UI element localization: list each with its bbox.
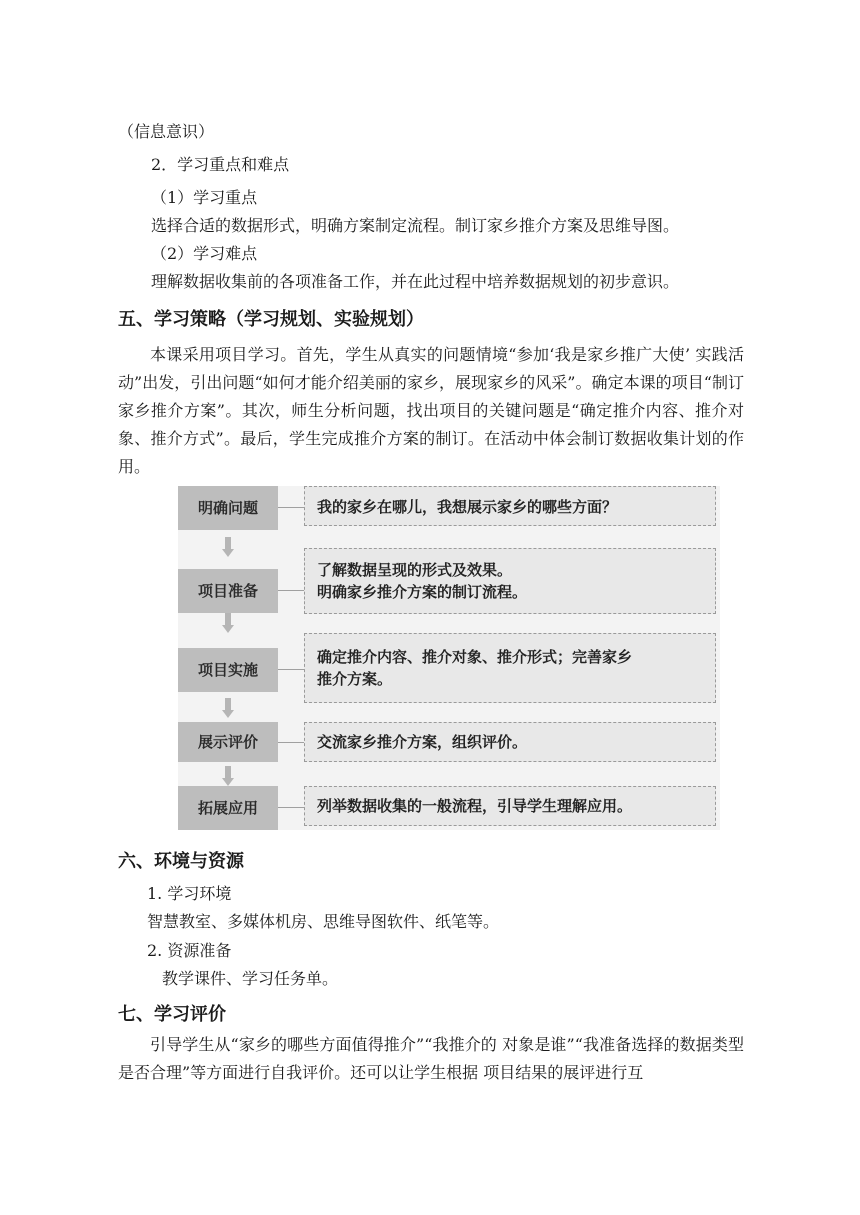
subsection-title-key-difficult: 2．学习重点和难点	[151, 155, 290, 174]
flow-step-description: 了解数据呈现的形式及效果。 明确家乡推介方案的制订流程。	[304, 548, 716, 614]
section-heading-environment: 六、环境与资源	[118, 851, 244, 872]
flow-step-project-prep	[178, 563, 720, 619]
flow-step-description: 交流家乡推介方案，组织评价。	[304, 722, 716, 762]
project-flow-diagram	[178, 486, 720, 830]
down-arrow-icon	[222, 613, 234, 635]
down-arrow-icon	[222, 766, 234, 788]
flow-step-label: 项目实施	[178, 648, 278, 692]
flow-step-label: 项目准备	[178, 569, 278, 613]
flow-step-description: 确定推介内容、推介对象、推介形式；完善家乡 推介方案。	[304, 633, 716, 703]
section-heading-strategy: 五、学习策略（学习规划、实验规划）	[118, 309, 424, 330]
info-awareness-note: （信息意识）	[118, 122, 215, 141]
down-arrow-icon	[222, 698, 234, 720]
strategy-paragraph: 本课采用项目学习。首先，学生从真实的问题情境“参加‘我是家乡推广大使’ 实践活动”出发，引出问题“如何才能介绍美丽的家乡，展现家乡的风采”。确定本课的项目“制订家乡推介方案”。其次，师生分析问题，找出项目的关键问题是“确定推介内容、推介对象、推介方式”。最后，学生完成推介方案的制订。在活动中体会制订数据收集计划的作用。	[118, 345, 744, 476]
environment-text: 智慧教室、多媒体机房、思维导图软件、纸笔等。	[147, 912, 500, 931]
flow-connector	[278, 507, 304, 508]
difficult-point-text: 理解数据收集前的各项准备工作，并在此过程中培养数据规划的初步意识。	[151, 272, 680, 291]
flow-step-label: 展示评价	[178, 722, 278, 762]
environment-title: 1. 学习环境	[147, 884, 232, 903]
evaluation-paragraph: 引导学生从“家乡的哪些方面值得推介”“我推介的 对象是谁”“我准备选择的数据类型是否合理”等方面进行自我评价。还可以让学生根据 项目结果的展评进行互	[118, 1035, 744, 1082]
resources-title: 2. 资源准备	[147, 941, 232, 960]
key-point-text: 选择合适的数据形式，明确方案制定流程。制订家乡推介方案及思维导图。	[151, 216, 680, 235]
flow-connector	[278, 742, 304, 743]
flow-connector	[278, 669, 304, 670]
down-arrow-icon	[222, 537, 234, 559]
section-heading-evaluation: 七、学习评价	[118, 1004, 226, 1025]
resources-text: 教学课件、学习任务单。	[162, 969, 339, 988]
flow-connector	[278, 807, 304, 808]
flow-step-label: 明确问题	[178, 486, 278, 530]
flow-step-project-implement	[178, 646, 720, 702]
flow-step-show-evaluate	[178, 722, 720, 766]
flow-step-define-problem	[178, 486, 720, 530]
key-point-title: （1）学习重点	[151, 188, 258, 207]
flow-connector	[278, 590, 304, 591]
flow-step-description: 列举数据收集的一般流程，引导学生理解应用。	[304, 786, 716, 826]
flow-step-description: 我的家乡在哪儿，我想展示家乡的哪些方面？	[304, 486, 716, 526]
flow-step-label: 拓展应用	[178, 786, 278, 830]
flow-step-extend-apply	[178, 786, 720, 830]
difficult-point-title: （2）学习难点	[151, 244, 258, 263]
